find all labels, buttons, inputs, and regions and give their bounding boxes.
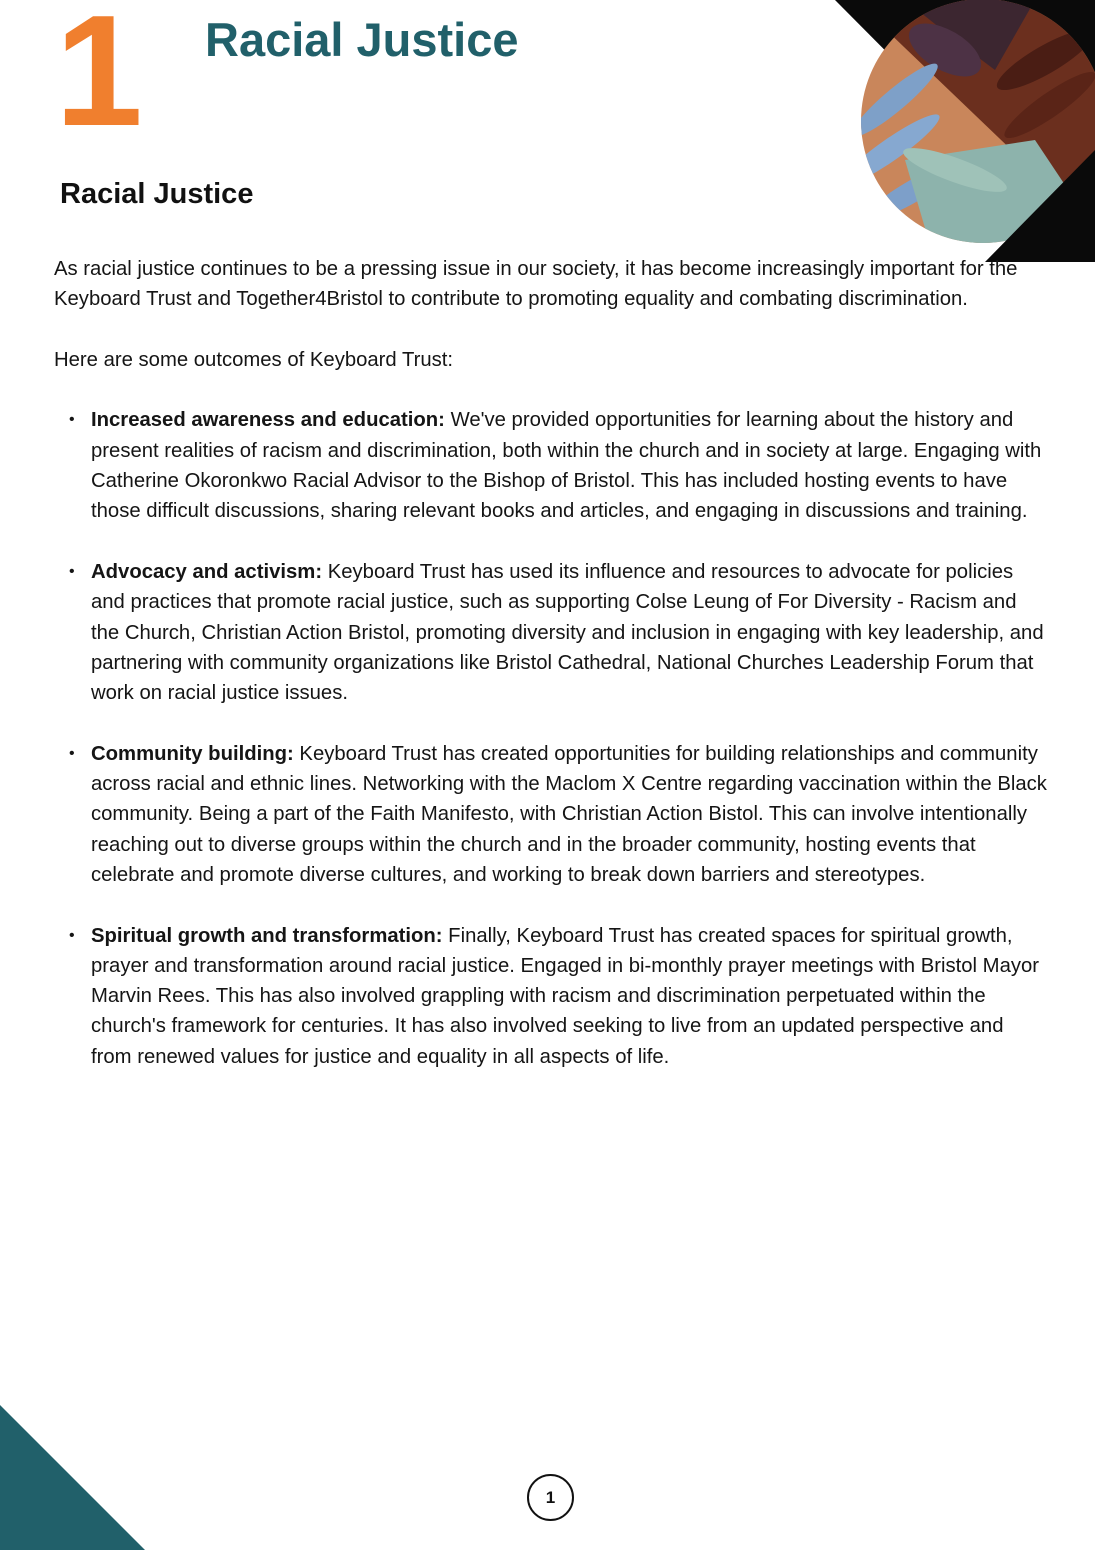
outcome-title: Spiritual growth and transformation: — [91, 924, 443, 947]
list-item — [54, 405, 1049, 526]
page-title: Racial Justice — [205, 13, 519, 66]
section-heading: Racial Justice — [60, 178, 254, 210]
list-item — [54, 739, 1049, 890]
page-number: 1 — [527, 1474, 574, 1521]
outcome-text: Keyboard Trust has used its influence and resources to advocate for policies and practices that promote racial justice, such as supporting Colse Leung of For Diversity - Racism and the Church, Christian Action Bristol, promoting diversity and inclusion in engaging with key leadership, and partnering with community organizations like Bristol Cathedral, National Churches Leadership Forum that work on racial justice issues. — [91, 560, 1044, 705]
bullet-icon: • — [69, 926, 75, 944]
chapter-number: 1 — [55, 0, 143, 159]
outcome-title: Increased awareness and education: — [91, 409, 445, 432]
bullet-icon: • — [69, 411, 75, 429]
outcomes-list — [54, 405, 1049, 1072]
intro-lead: Here are some outcomes of Keyboard Trust: — [54, 348, 454, 371]
reaching-hands-image — [835, 0, 1095, 262]
outcome-title: Advocacy and activism: — [91, 560, 323, 583]
list-item — [54, 921, 1049, 1072]
intro-paragraph: As racial justice continues to be a pressing issue in our society, it has become increasingly important for the Keyboard Trust and Together4Bristol to contribute to promoting equality and combating discrimination. — [54, 258, 1018, 311]
body-text — [54, 254, 1049, 1102]
list-item — [54, 557, 1049, 708]
bullet-icon: • — [69, 562, 75, 580]
outcome-text: We've provided opportunities for learning about the history and present realities of racism and discrimination, both within the church and in society at large. Engaging with Catherine Okoronkwo Racial Advisor to the Bishop of Bristol. This has included hosting events to have those difficult discussions, sharing relevant books and articles, and engaging in discussions and training. — [91, 409, 1042, 523]
teal-triangle — [0, 1405, 145, 1550]
outcome-text: Keyboard Trust has created opportunities for building relationships and community across racial and ethnic lines. Networking with the Maclom X Centre regarding vaccination within the Black community. Being a part of the Faith Manifesto, with Christian Action Bistol. This can involve intentionally reaching out to diverse groups within the church and in the broader community, hosting events that celebrate and promote diverse cultures, and working to break down barriers and stereotypes. — [91, 742, 1047, 886]
outcome-title: Community building: — [91, 742, 294, 765]
bullet-icon: • — [69, 744, 75, 762]
outcome-text: Finally, Keyboard Trust has created spaces for spiritual growth, prayer and transformation around racial justice. Engaged in bi-monthly prayer meetings with Bristol Mayor Marvin Rees. This has also involved grappling with racism and discrimination perpetuated within the church's framework for centuries. It has also involved seeking to live from an updated perspective and from renewed values for justice and equality in all aspects of life. — [91, 924, 1040, 1068]
